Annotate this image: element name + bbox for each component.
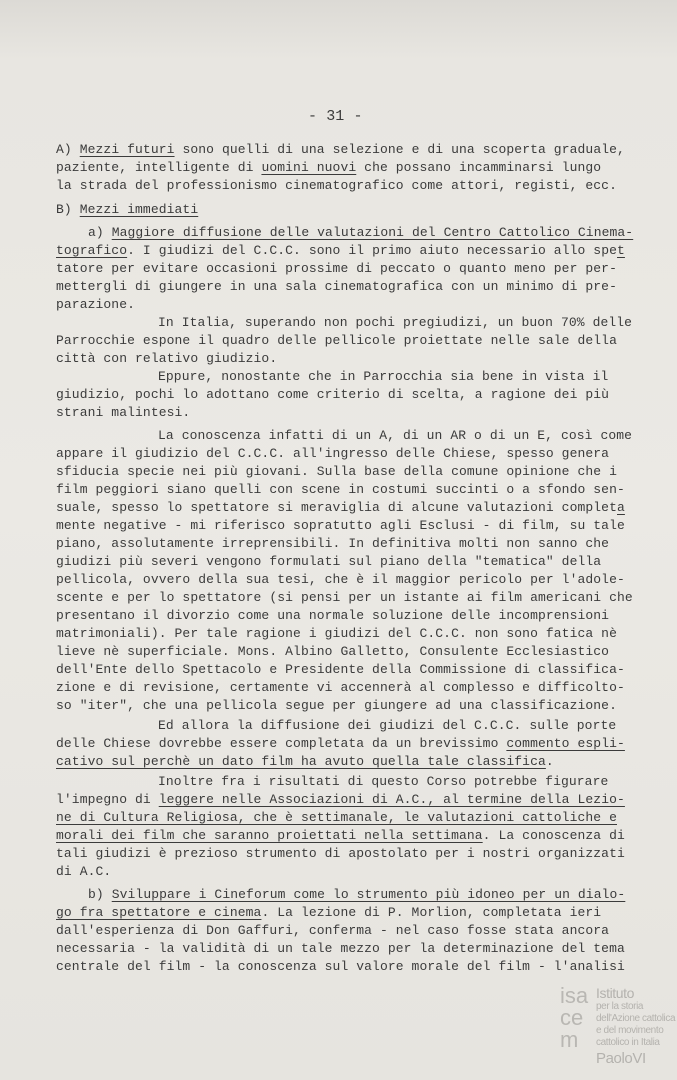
text-line <box>56 923 609 939</box>
text-line <box>56 662 625 678</box>
text-segment: film peggiori siano quelli con scene in costumi succinti o a sfondo sen- <box>56 482 625 497</box>
text-line <box>56 846 625 862</box>
text-line <box>56 297 135 313</box>
text-segment: piano, assolutamente irreprensibili. In definitiva molti non sanno che <box>56 536 610 551</box>
text-segment: Eppure, nonostante che in Parrocchia sia bene in vista il <box>158 369 609 384</box>
text-segment: scente e per lo spettatore (si pensi per un istante ai film americani che <box>56 590 633 605</box>
text-line <box>56 518 625 534</box>
isacem-watermark <box>596 985 677 1067</box>
text-segment: Parrocchie espone il quadro delle pellicole proiettate nelle sale della <box>56 333 617 348</box>
text-line <box>56 446 609 462</box>
text-segment: so "iter", che una pellicola segue per giungere ad una classificazione. <box>56 698 617 713</box>
text-line <box>56 959 625 975</box>
text-line <box>56 736 625 752</box>
text-line <box>56 333 617 349</box>
text-line <box>88 225 633 241</box>
text-line <box>56 680 625 696</box>
text-line <box>56 698 617 714</box>
text-line <box>56 626 617 642</box>
text-segment: l'impegno di <box>56 792 159 807</box>
text-line <box>56 572 625 588</box>
text-line <box>56 464 617 480</box>
text-line <box>56 500 625 516</box>
text-segment: suale, spesso lo spettatore si meraviglia di alcune valutazioni complet <box>56 500 617 515</box>
watermark-line: PaoloVI <box>596 1050 646 1067</box>
underlined-text: ne di Cultura Religiosa, che è settimanale, le valutazioni cattoliche e <box>56 810 617 825</box>
text-segment: sono quelli di una selezione e di una scoperta graduale, <box>174 142 625 157</box>
text-line <box>158 774 608 790</box>
text-line <box>56 828 625 844</box>
text-segment: la strada del professionismo cinematografico come attori, registi, ecc. <box>56 178 617 193</box>
text-segment: B) <box>56 202 80 217</box>
text-line <box>56 754 554 770</box>
text-line <box>56 941 625 957</box>
text-segment: giudizi più severi vengono formulati sul piano della "tematica" della <box>56 554 602 569</box>
text-line <box>56 554 601 570</box>
underlined-text: Sviluppare i Cineforum come lo strumento più idoneo per un dialo- <box>111 887 626 902</box>
text-line <box>56 810 617 826</box>
text-segment: Ed allora la diffusione dei giudizi del C.C.C. sulle porte <box>158 718 617 733</box>
underlined-text: commento espli- <box>506 736 625 751</box>
text-line <box>56 202 198 218</box>
underlined-text: morali dei film che saranno proiettati nella settimana <box>56 828 483 843</box>
underlined-text: leggere nelle Associazioni di A.C., al termine della Lezio- <box>158 792 625 807</box>
underlined-text: uomini nuovi <box>261 160 357 175</box>
text-line <box>56 864 111 880</box>
text-line <box>158 315 632 331</box>
page-number: - 31 - <box>308 108 363 125</box>
text-segment: sfiducia specie nei più giovani. Sulla base della comune opinione che i <box>56 464 617 479</box>
text-line <box>56 387 609 403</box>
text-segment: La conoscenza infatti di un A, di un AR o di un E, così come <box>158 428 633 443</box>
text-segment: parazione. <box>56 297 136 312</box>
text-line <box>158 428 632 444</box>
text-segment: . La lezione di P. Morlion, completata ieri <box>261 905 602 920</box>
text-segment: Inoltre fra i risultati di questo Corso potrebbe figurare <box>158 774 609 789</box>
text-line <box>88 887 625 903</box>
underlined-text: Mezzi futuri <box>79 142 175 157</box>
watermark-line: dell'Azione cattolica <box>596 1013 676 1024</box>
text-segment: che possano incamminarsi lungo <box>356 160 602 175</box>
text-segment: dall'esperienza di Don Gaffuri, conferma - nel caso fosse stata ancora <box>56 923 610 938</box>
text-segment: città con relativo giudizio. <box>56 351 278 366</box>
text-segment: . <box>545 754 554 769</box>
text-line <box>56 261 617 277</box>
text-line <box>56 279 617 295</box>
text-line <box>56 792 625 808</box>
underlined-text: t <box>617 243 625 258</box>
text-segment: appare il giudizio del C.C.C. all'ingresso delle Chiese, spesso genera <box>56 446 610 461</box>
text-segment: A) <box>56 142 80 157</box>
text-segment: . I giudizi del C.C.C. sono il primo aiuto necessario allo spe <box>127 243 618 258</box>
text-line <box>56 405 190 421</box>
text-segment: pellicola, ovvero della sua tesi, che è il maggior pericolo per l'adole- <box>56 572 625 587</box>
text-line <box>158 369 608 385</box>
text-line <box>158 718 616 734</box>
text-segment: mettergli di giungere in una sala cinematografica con un minimo di pre- <box>56 279 617 294</box>
text-segment: giudizio, pochi lo adottano come criterio di scelta, a ragione dei più <box>56 387 610 402</box>
text-line <box>56 351 277 367</box>
text-line <box>56 590 633 606</box>
text-segment: . La conoscenza di <box>482 828 625 843</box>
underlined-text: a <box>617 500 625 515</box>
text-segment: mente negative - mi riferisco sopratutto agli Esclusi - di film, su tale <box>56 518 625 533</box>
text-line <box>56 160 601 176</box>
isacem-logo-mark: isacem <box>560 983 589 1052</box>
text-segment: presentano il divorzio come una normale soluzione delle incomprensioni <box>56 608 610 623</box>
text-segment: tatore per evitare occasioni prossime di peccato o quanto meno per per- <box>56 261 617 276</box>
text-segment: di A.C. <box>56 864 112 879</box>
text-line <box>56 243 625 259</box>
text-segment: paziente, intelligente di <box>56 160 262 175</box>
text-segment: necessaria - la validità di un tale mezzo per la determinazione del tema <box>56 941 625 956</box>
text-line <box>56 608 609 624</box>
text-segment: lieve nè superficiale. Mons. Albino Galletto, Consulente Ecclesiastico <box>56 644 610 659</box>
watermark-line: per la storia <box>596 1001 644 1012</box>
text-segment: a) <box>88 225 112 240</box>
underlined-text: go fra spettatore e cinema <box>56 905 262 920</box>
text-line <box>56 536 609 552</box>
text-segment: tali giudizi è prezioso strumento di apostolato per i nostri organizzati <box>56 846 625 861</box>
text-line <box>56 644 609 660</box>
watermark-line: Istituto <box>596 985 635 1001</box>
text-segment: matrimoniali). Per tale ragione i giudizi del C.C.C. non sono fatica nè <box>56 626 617 641</box>
underlined-text: cativo sul perchè un dato film ha avuto quella tale classifica <box>56 754 546 769</box>
text-line <box>56 178 617 194</box>
text-segment: In Italia, superando non pochi pregiudizi, un buon 70% delle <box>158 315 633 330</box>
underlined-text: tografico <box>56 243 128 258</box>
text-segment: strani malintesi. <box>56 405 191 420</box>
text-segment: centrale del film - la conoscenza sul valore morale del film - l'analisi <box>56 959 625 974</box>
text-line <box>56 482 625 498</box>
text-segment: dell'Ente dello Spettacolo e Presidente della Commissione di classifica- <box>56 662 625 677</box>
underlined-text: Maggiore diffusione delle valutazioni del Centro Cattolico Cinema- <box>111 225 634 240</box>
text-segment: zione e di revisione, certamente vi accennerà al complesso e difficolto- <box>56 680 625 695</box>
text-segment: b) <box>88 887 112 902</box>
text-line <box>56 905 601 921</box>
watermark-line: e del movimento <box>596 1025 664 1036</box>
watermark-line: cattolico in Italia <box>596 1037 660 1048</box>
text-segment: delle Chiese dovrebbe essere completata da un brevissimo <box>56 736 507 751</box>
text-line <box>56 142 625 158</box>
underlined-text: Mezzi immediati <box>79 202 199 217</box>
